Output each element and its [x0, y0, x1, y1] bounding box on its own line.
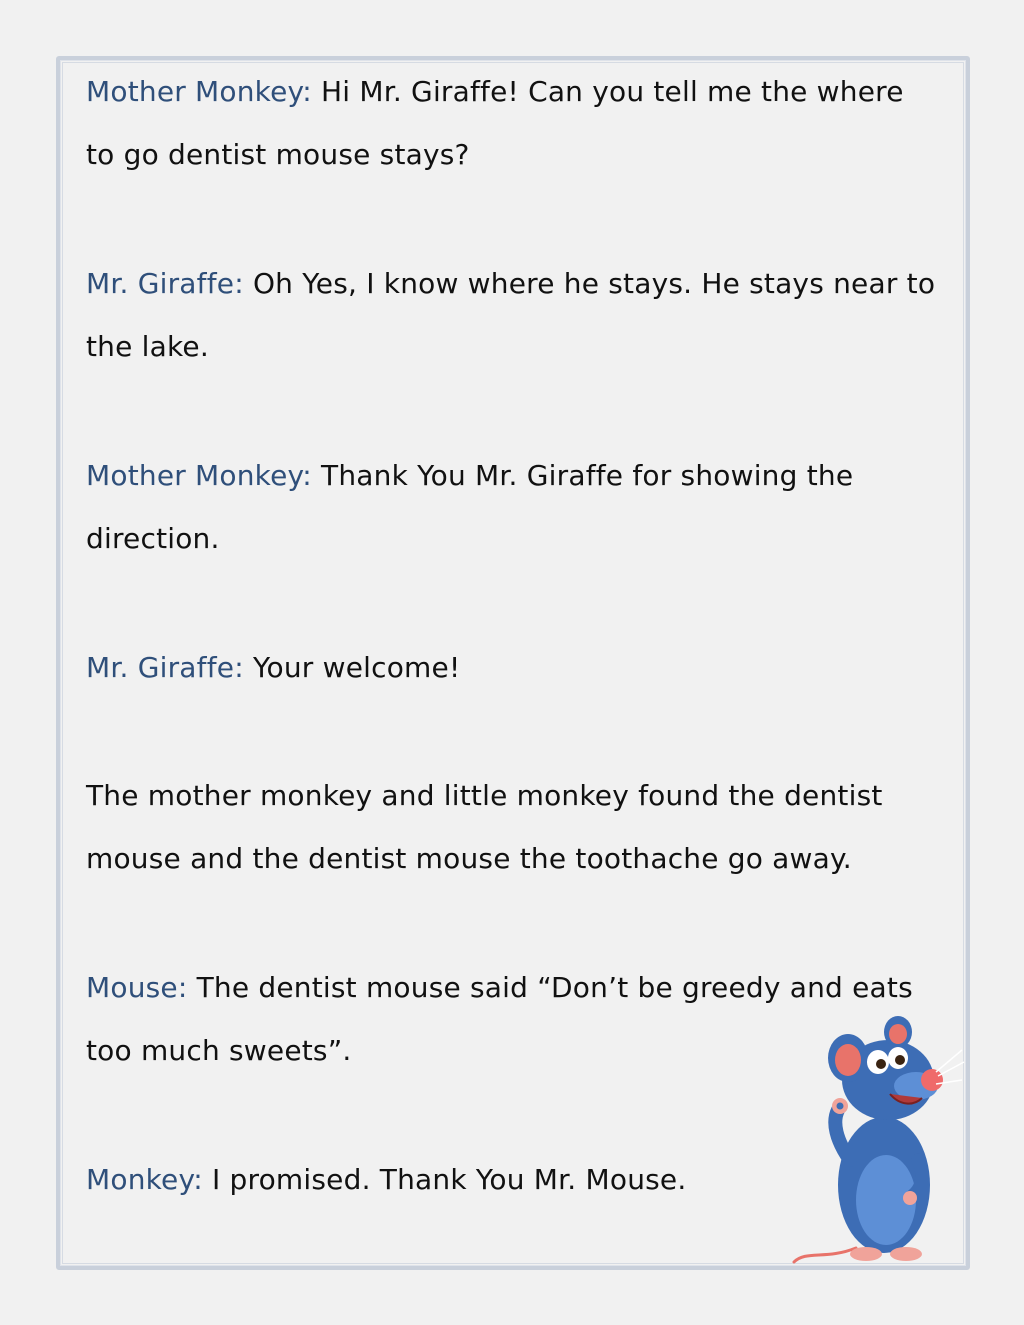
narration-line: [86, 764, 936, 890]
dialogue-text: The dentist mouse said “Don’t be greedy and eats too much sweets”.: [86, 971, 913, 1067]
speaker-name: Mouse:: [86, 971, 188, 1004]
speaker-name: Mr. Giraffe:: [86, 651, 244, 684]
dialogue-line: [86, 252, 936, 378]
speaker-name: Mother Monkey:: [86, 75, 312, 108]
speaker-name: Mother Monkey:: [86, 459, 312, 492]
dialogue-text: I promised. Thank You Mr. Mouse.: [211, 1163, 687, 1196]
dialogue-text: Oh Yes, I know where he stays. He stays near to the lake.: [86, 267, 936, 363]
speaker-name: Monkey:: [86, 1163, 203, 1196]
dialogue-text: Thank You Mr. Giraffe for showing the direction.: [86, 459, 854, 555]
dialogue-line: [86, 636, 936, 699]
dialogue-text: Your welcome!: [252, 651, 461, 684]
narration-text: The mother monkey and little monkey found the dentist mouse and the dentist mouse the toothache go away.: [86, 779, 883, 875]
speaker-name: Mr. Giraffe:: [86, 267, 244, 300]
dialogue-text: Hi Mr. Giraffe! Can you tell me the where to go dentist mouse stays?: [86, 75, 904, 171]
dialogue-line: [86, 444, 936, 570]
blue-rat-cartoon-icon: [786, 1010, 966, 1270]
dialogue-line: [86, 60, 936, 186]
